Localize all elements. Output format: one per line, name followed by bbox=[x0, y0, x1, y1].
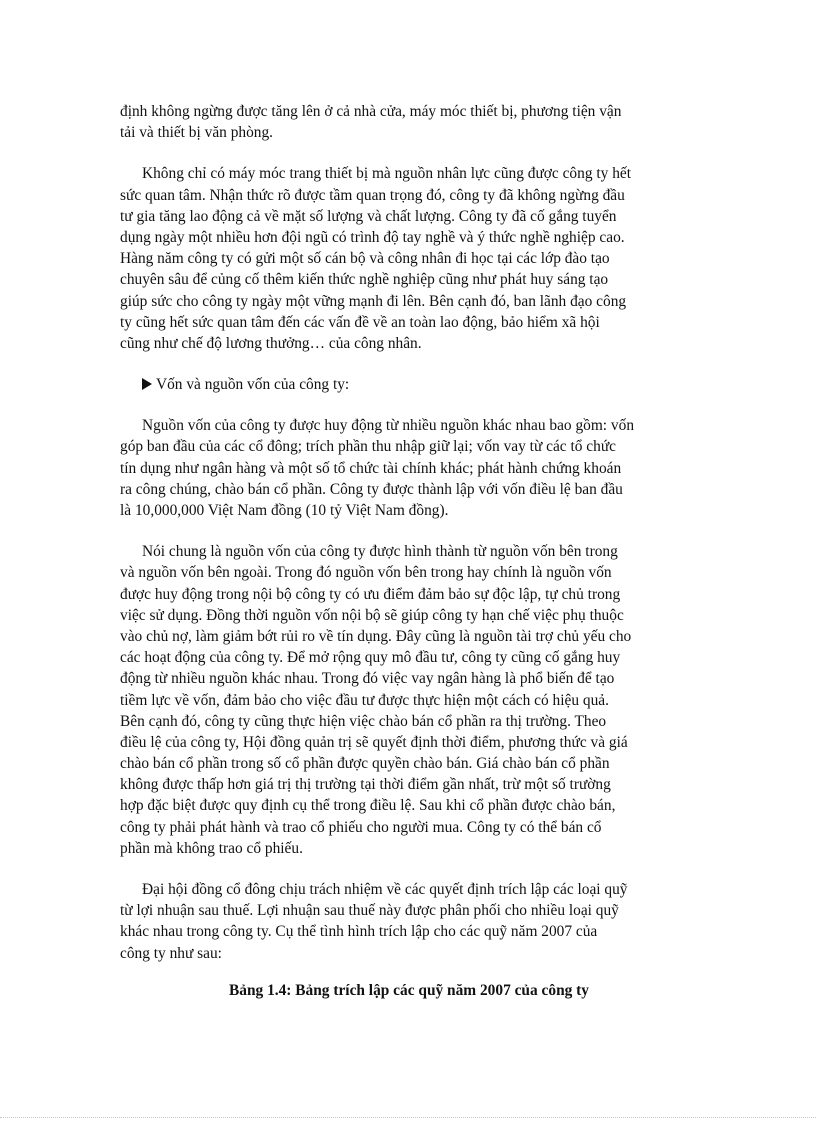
paragraph-gap bbox=[120, 859, 698, 879]
text-line: Bên cạnh đó, công ty cũng thực hiện việc chào bán cổ phần ra thị trường. Theo bbox=[120, 712, 607, 730]
text-line: không được thấp hơn giá trị thị trường tại thời điểm gần nhất, trừ một số trường bbox=[120, 776, 611, 794]
paragraph-5 bbox=[120, 879, 698, 964]
text-line: Đại hội đồng cổ đông chịu trách nhiệm về các quyết định trích lập các loại quỹ bbox=[142, 881, 628, 898]
text-line: vào chủ nợ, làm giảm bớt rủi ro về tín dụng. Đây cũng là nguồn tài trợ chủ yếu cho bbox=[120, 627, 632, 645]
triangle-bullet-icon bbox=[142, 378, 152, 390]
page-bottom-rule bbox=[0, 1117, 816, 1118]
text-line: giúp sức cho công ty ngày một vững mạnh đi lên. Bên cạnh đó, ban lãnh đạo công bbox=[120, 292, 627, 310]
text-line: Không chỉ có máy móc trang thiết bị mà nguồn nhân lực cũng được công ty hết bbox=[142, 165, 631, 183]
text-line: phần mà không trao cổ phiếu. bbox=[120, 839, 303, 857]
paragraph-3 bbox=[120, 415, 698, 521]
text-line: dụng ngày một nhiều hơn đội ngũ có trình độ tay nghề và ý thức nghề nghiệp cao. bbox=[120, 228, 625, 246]
text-line: được huy động trong nội bộ công ty có ưu điểm đảm bảo sự độc lập, tự chủ trong bbox=[120, 585, 621, 603]
text-line: là 10,000,000 Việt Nam đồng (10 tỷ Việt Nam đồng). bbox=[120, 502, 449, 519]
text-line: tín dụng như ngân hàng và một số tổ chức tài chính khác; phát hành chứng khoán bbox=[120, 459, 622, 477]
paragraph-4 bbox=[120, 541, 698, 859]
paragraph-gap bbox=[120, 354, 698, 374]
paragraph-gap bbox=[120, 395, 698, 415]
text-line: hợp đặc biệt được quy định cụ thể trong điều lệ. Sau khi cổ phần được chào bán, bbox=[120, 797, 616, 815]
bullet-heading bbox=[120, 374, 698, 395]
text-line: công ty như sau: bbox=[120, 944, 222, 962]
text-line: động từ nhiều nguồn khác nhau. Trong đó việc vay ngân hàng là phổ biến để tạo bbox=[120, 670, 615, 688]
text-line: tải và thiết bị văn phòng. bbox=[120, 124, 274, 142]
text-line: chào bán cổ phần trong số cổ phần được quyền chào bán. Giá chào bán cổ phần bbox=[120, 755, 610, 773]
paragraph-2 bbox=[120, 163, 698, 354]
paragraph-1 bbox=[120, 101, 698, 143]
text-line: định không ngừng được tăng lên ở cả nhà cửa, máy móc thiết bị, phương tiện vận bbox=[120, 103, 622, 120]
text-line: việc sử dụng. Đồng thời nguồn vốn nội bộ sẽ giúp công ty hạn chế việc phụ thuộc bbox=[120, 606, 624, 624]
bullet-heading-text: Vốn và nguồn vốn của công ty: bbox=[156, 376, 350, 394]
text-line: các hoạt động của công ty. Để mở rộng quy mô đầu tư, công ty cũng cố gắng huy bbox=[120, 649, 621, 667]
text-line: công ty phải phát hành và trao cổ phiếu cho người mua. Công ty có thể bán cổ bbox=[120, 818, 602, 836]
text-line: Nói chung là nguồn vốn của công ty được hình thành từ nguồn vốn bên trong bbox=[142, 543, 618, 561]
text-line: tư gia tăng lao động cả về mặt số lượng và chất lượng. Công ty đã cố gắng tuyển bbox=[120, 207, 617, 225]
text-line: sức quan tâm. Nhận thức rõ được tầm quan trọng đó, công ty đã không ngừng đầu bbox=[120, 186, 625, 204]
text-line: chuyên sâu để củng cố thêm kiến thức nghề nghiệp cũng như phát huy sáng tạo bbox=[120, 271, 609, 289]
text-line: và nguồn vốn bên ngoài. Trong đó nguồn vốn bên trong hay chính là nguồn vốn bbox=[120, 564, 612, 582]
document-page bbox=[120, 101, 698, 1000]
text-line: ty cũng hết sức quan tâm đến các vấn đề về an toàn lao động, bảo hiểm xã hội bbox=[120, 313, 600, 331]
text-line: tiềm lực về vốn, đảm bảo cho việc đầu tư được thực hiện một cách có hiệu quả. bbox=[120, 691, 609, 709]
text-line: Hàng năm công ty có gửi một số cán bộ và công nhân đi học tại các lớp đào tạo bbox=[120, 250, 610, 268]
paragraph-gap bbox=[120, 143, 698, 163]
text-line: cũng như chế độ lương thưởng… của công nhân. bbox=[120, 334, 422, 352]
text-line: ra công chúng, chào bán cổ phần. Công ty được thành lập với vốn điều lệ ban đầu bbox=[120, 480, 623, 498]
text-line: khác nhau trong công ty. Cụ thể tình hình trích lập cho các quỹ năm 2007 của bbox=[120, 923, 598, 941]
text-line: điều lệ của công ty, Hội đồng quản trị sẽ quyết định thời điểm, phương thức và giá bbox=[120, 733, 628, 751]
text-line: Nguồn vốn của công ty được huy động từ nhiều nguồn khác nhau bao gồm: vốn bbox=[142, 417, 635, 435]
paragraph-gap bbox=[120, 521, 698, 541]
text-line: từ lợi nhuận sau thuế. Lợi nhuận sau thuế này được phân phối cho nhiều loại quỹ bbox=[120, 902, 619, 920]
text-line: góp ban đầu của các cổ đông; trích phần thu nhập giữ lại; vốn vay từ các tổ chức bbox=[120, 438, 616, 456]
table-caption: Bảng 1.4: Bảng trích lập các quỹ năm 2007 của công ty bbox=[229, 981, 589, 999]
